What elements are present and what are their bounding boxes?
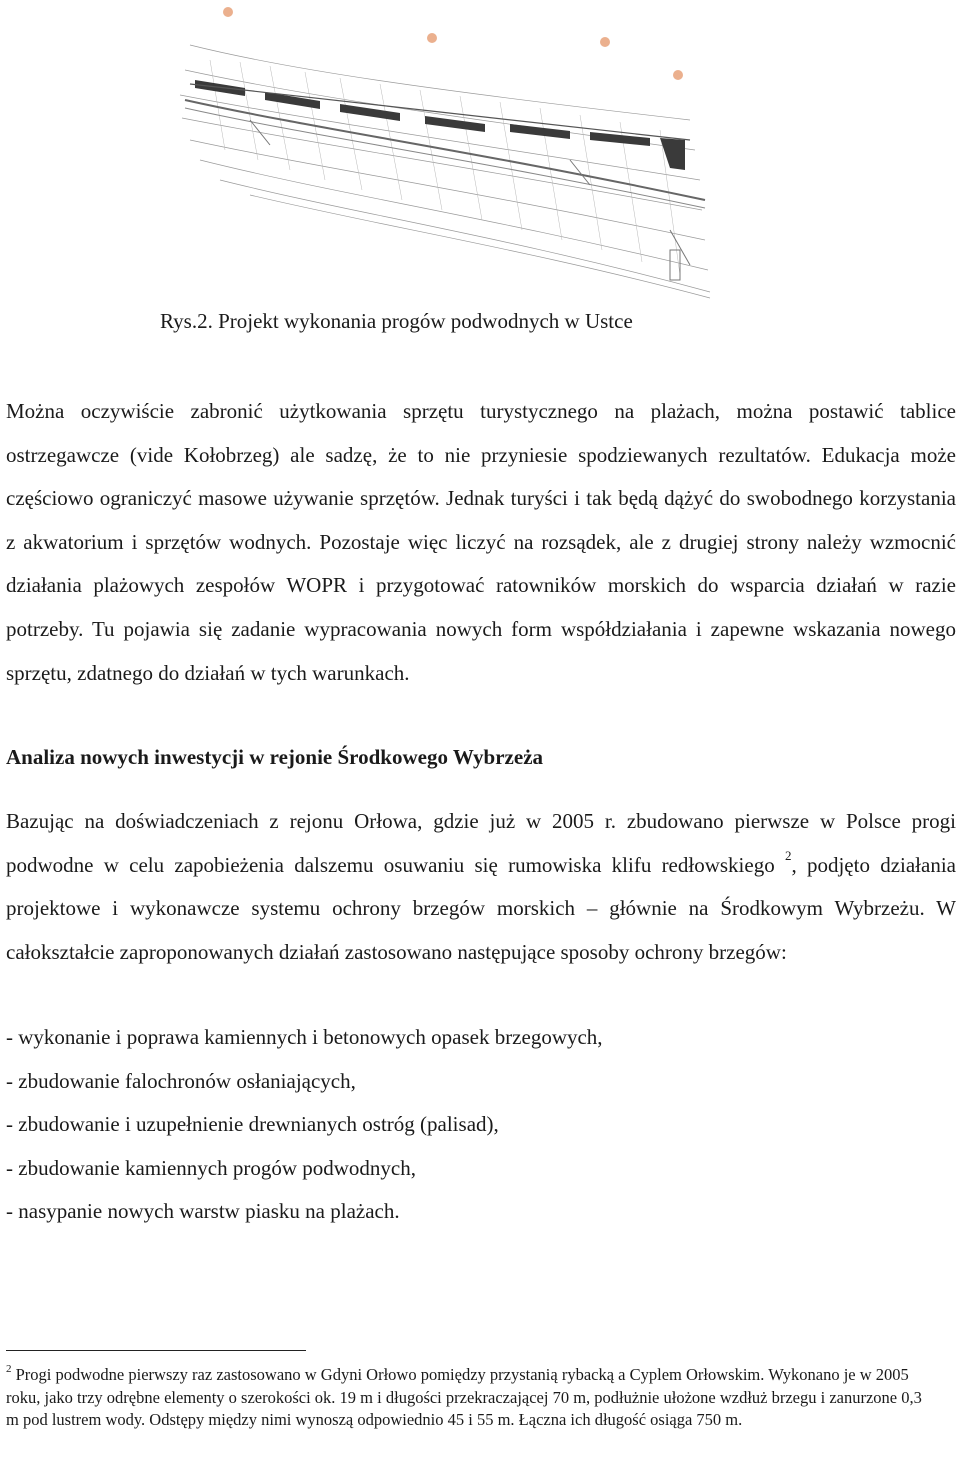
breakwater-plan-drawing <box>170 0 715 300</box>
paragraph-2 <box>6 800 956 974</box>
list-item: - zbudowanie kamiennych progów podwodnych, <box>6 1155 416 1180</box>
list-item: - nasypanie nowych warstw piasku na plażach. <box>6 1199 400 1224</box>
list-item: - wykonanie i poprawa kamiennych i betonowych opasek brzegowych, <box>6 1025 603 1049</box>
footnote-divider <box>6 1350 306 1351</box>
paragraph-2-text-b: , podjęto działania projektowe i wykonawcze systemu ochrony brzegów morskich – głównie na Środkowym Wybrzeżu. W całokształcie zaproponowanych działań zastosowano następujące sposoby ochrony brzegów: <box>6 852 956 964</box>
footnote-text: Progi podwodne pierwszy raz zastosowano w Gdyni Orłowo pomiędzy przystanią rybacką a Cyplem Orłowskim. Wykonano je w 2005 roku, jako trzy odrębne elementy o szerokości ok. 19 m i długości przekraczającej 70 m, podłużnie ułożone wzdłuż brzegu i zanurzone 0,3 m pod lustrem wody. Odstępy między nimi wynoszą odpowiednio 45 i 55 m. Łączna ich długość osiąga 750 m. <box>6 1365 922 1429</box>
footnote <box>6 1364 936 1432</box>
list-item: - zbudowanie i uzupełnienie drewnianych ostróg (palisad), <box>6 1112 499 1137</box>
figure-caption: Rys.2. Projekt wykonania progów podwodnych w Ustce <box>160 309 633 333</box>
technical-drawing-image <box>170 0 715 300</box>
section-heading: Analiza nowych inwestycji w rejonie Środkowego Wybrzeża <box>6 745 544 769</box>
list-item: - zbudowanie falochronów osłaniających, <box>6 1068 356 1093</box>
protection-methods-list <box>6 1016 603 1234</box>
paragraph-2-text-a: Bazując na doświadczeniach z rejonu Orłowa, gdzie już w 2005 r. zbudowano pierwsze w Polsce progi podwodne w celu zapobieżenia dalszemu osuwaniu się rumowiska klifu redłowskiego <box>6 809 956 877</box>
footnote-ref[interactable]: 2 <box>784 847 792 863</box>
footnote-number: 2 <box>6 1363 12 1375</box>
paragraph-1: Można oczywiście zabronić użytkowania sprzętu turystycznego na plażach, można postawić tablice ostrzegawcze (vide Kołobrzeg) ale sadzę, że to nie przyniesie spodziewanych rezultatów. Edukacja może częściowo ograniczyć masowe używanie sprzętów. Jednak turyści i tak będą dążyć do swobodnego korzystania z akwatorium i sprzętów wodnych. Pozostaje więc liczyć na rozsądek, ale z drugiej strony należy wzmocnić działania plażowych zespołów WOPR i przygotować ratowników morskich do wsparcia działań w razie potrzeby. Tu pojawia się zadanie wypracowania nowych form współdziałania i zapewne wskazania nowego sprzętu, zdatnego do działań w tych warunkach. <box>6 399 956 685</box>
